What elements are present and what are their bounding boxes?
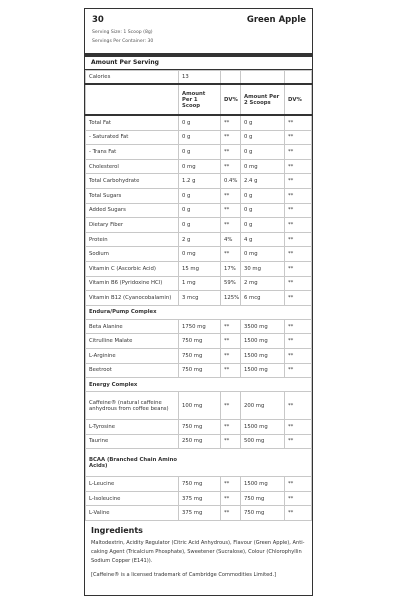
amount-2-scoops: 1500 mg — [241, 334, 285, 349]
nutrient-name: L-Leucine — [86, 477, 179, 492]
dv-1-scoop: ** — [221, 434, 241, 449]
amount-1-scoop: 750 mg — [179, 363, 221, 378]
amount-1-scoop: 0 mg — [179, 159, 221, 174]
amount-1-scoop: 750 mg — [179, 477, 221, 492]
endura-pump-complex-heading — [86, 305, 312, 319]
nutrient-name: Vitamin B12 (Cyanocobalamin) — [86, 291, 179, 306]
amount-1-scoop: 375 mg — [179, 506, 221, 521]
amount-2-scoops: 0 g — [241, 188, 285, 203]
table-row — [86, 115, 312, 130]
amount-2-scoops: 0 g — [241, 218, 285, 233]
dv-2-scoops: ** — [285, 203, 312, 218]
table-row — [86, 203, 312, 218]
nutrient-name: Taurine — [86, 434, 179, 449]
table-row — [86, 145, 312, 160]
table-row — [86, 420, 312, 435]
nutrient-name: Total Fat — [86, 115, 179, 130]
dv-2-scoops: ** — [285, 477, 312, 492]
table-row — [86, 363, 312, 378]
table-row — [86, 506, 312, 521]
ingredients-section — [85, 521, 312, 581]
section-title: Energy Complex — [86, 378, 312, 392]
amount-1-scoop: 0 g — [179, 218, 221, 233]
table-row — [86, 491, 312, 506]
amount-1-scoop: 1 mg — [179, 276, 221, 291]
table-row — [86, 218, 312, 233]
nutrient-name: Citrulline Malate — [86, 334, 179, 349]
amount-2-scoops: 0 mg — [241, 159, 285, 174]
nutrient-name: - Saturated Fat — [86, 130, 179, 145]
nutrient-name: Total Carbohydrate — [86, 174, 179, 189]
amount-1-scoop: 100 mg — [179, 392, 221, 420]
amount-1-scoop: 750 mg — [179, 420, 221, 435]
column-header-row — [86, 84, 312, 115]
amount-1-scoop: 1.2 g — [179, 174, 221, 189]
nutrient-name: Vitamin C (Ascorbic Acid) — [86, 261, 179, 276]
trademark-note: [Caffeine® is a licensed trademark of Cambridge Commodities Limited.] — [91, 572, 277, 579]
servings-per-container: Servings Per Container: 30 — [92, 39, 154, 44]
amount-2-scoops: 0 g — [241, 130, 285, 145]
dv-1-scoop: ** — [221, 319, 241, 334]
dv-1-scoop: 59% — [221, 276, 241, 291]
amount-2-scoops: 30 mg — [241, 261, 285, 276]
dv-2-scoops: ** — [285, 115, 312, 130]
dv-1-scoop: ** — [221, 247, 241, 262]
nutrient-name: L-Valine — [86, 506, 179, 521]
dv-2-scoops: ** — [285, 145, 312, 160]
nutrition-table — [85, 70, 312, 521]
table-row — [86, 130, 312, 145]
table-row — [86, 392, 312, 420]
amount-1-scoop: 15 mg — [179, 261, 221, 276]
dv-1-scoop: ** — [221, 491, 241, 506]
calories-value: 13 — [179, 71, 221, 85]
dv-2-scoops: ** — [285, 291, 312, 306]
amount-1-scoop: 1750 mg — [179, 319, 221, 334]
dv-2-scoops: ** — [285, 491, 312, 506]
bcaa-heading — [86, 449, 312, 477]
nutrient-name — [86, 392, 179, 420]
col-amount-2-scoops: Amount Per 2 Scoops — [241, 84, 285, 115]
amount-2-scoops: 0 mg — [241, 247, 285, 262]
amount-2-scoops: 1500 mg — [241, 477, 285, 492]
amount-1-scoop: 0 g — [179, 115, 221, 130]
nutrient-name: - Trans Fat — [86, 145, 179, 160]
dv-2-scoops: ** — [285, 130, 312, 145]
nutrient-name: Vitamin B6 (Pyridoxine HCl) — [86, 276, 179, 291]
caffeine-line-2: anhydrous from coffee beans) — [89, 405, 169, 412]
servings-count: 30 — [92, 15, 104, 25]
amount-1-scoop: 2 g — [179, 232, 221, 247]
amount-1-scoop: 0 g — [179, 130, 221, 145]
dv-2-scoops: ** — [285, 218, 312, 233]
dv-2-scoops: ** — [285, 506, 312, 521]
amount-1-scoop: 0 g — [179, 188, 221, 203]
dv-2-scoops: ** — [285, 348, 312, 363]
amount-2-scoops: 750 mg — [241, 506, 285, 521]
nutrient-name: L-Tyrosine — [86, 420, 179, 435]
nutrient-name: Added Sugars — [86, 203, 179, 218]
dv-1-scoop: ** — [221, 159, 241, 174]
table-row — [86, 291, 312, 306]
amount-2-scoops: 0 g — [241, 115, 285, 130]
amount-per-serving-heading: Amount Per Serving — [85, 57, 312, 70]
table-row — [86, 334, 312, 349]
amount-2-scoops: 1500 mg — [241, 348, 285, 363]
dv-1-scoop: ** — [221, 115, 241, 130]
dv-2-scoops: ** — [285, 261, 312, 276]
amount-1-scoop: 0 mg — [179, 247, 221, 262]
amount-2-scoops: 750 mg — [241, 491, 285, 506]
nutrient-name: Total Sugars — [86, 188, 179, 203]
section-title — [86, 449, 312, 477]
bcaa-title-line-2: Acids) — [89, 462, 108, 469]
amount-1-scoop: 750 mg — [179, 348, 221, 363]
caffeine-line-1: Caffeine® (natural caffeine — [89, 399, 162, 406]
dv-1-scoop: ** — [221, 145, 241, 160]
dv-1-scoop: ** — [221, 420, 241, 435]
dv-2-scoops: ** — [285, 247, 312, 262]
dv-1-scoop: ** — [221, 506, 241, 521]
dv-1-scoop: ** — [221, 363, 241, 378]
dv-1-scoop: 125% — [221, 291, 241, 306]
amount-2-scoops: 2 mg — [241, 276, 285, 291]
dv-2-scoops: ** — [285, 392, 312, 420]
dv-2-scoops: ** — [285, 334, 312, 349]
dv-1-scoop: ** — [221, 218, 241, 233]
amount-2-scoops: 0 g — [241, 203, 285, 218]
dv-1-scoop: ** — [221, 130, 241, 145]
amount-1-scoop: 3 mcg — [179, 291, 221, 306]
table-row — [86, 174, 312, 189]
amount-1-scoop: 750 mg — [179, 334, 221, 349]
table-row — [86, 159, 312, 174]
nutrient-name: Protein — [86, 232, 179, 247]
amount-1-scoop: 0 g — [179, 145, 221, 160]
col-dv-2: DV% — [285, 84, 312, 115]
table-row — [86, 261, 312, 276]
table-row — [86, 319, 312, 334]
ingredients-text: Maltodextrin, Acidity Regulator (Citric Acid Anhydrous), Flavour (Green Apple), Anti-caking Agent (Tricalcium Phosphate), Sweetener (Sucralose), Colour (Chlorophyllin Sodium Copper (E141)). — [91, 540, 305, 565]
nutrient-name: Sodium — [86, 247, 179, 262]
dv-1-scoop: ** — [221, 348, 241, 363]
dv-2-scoops: ** — [285, 434, 312, 449]
dv-2-scoops: ** — [285, 174, 312, 189]
nutrient-name: Cholesterol — [86, 159, 179, 174]
dv-2-scoops: ** — [285, 232, 312, 247]
table-row — [86, 188, 312, 203]
section-title: Endura/Pump Complex — [86, 305, 312, 319]
amount-2-scoops: 1500 mg — [241, 420, 285, 435]
nutrient-name: L-Arginine — [86, 348, 179, 363]
bcaa-title-line-1: BCAA (Branched Chain Amino — [89, 456, 178, 463]
nutrition-facts-panel — [84, 8, 313, 596]
energy-complex-heading — [86, 378, 312, 392]
nutrient-name: Beetroot — [86, 363, 179, 378]
dv-1-scoop: 4% — [221, 232, 241, 247]
amount-2-scoops: 4 g — [241, 232, 285, 247]
table-row — [86, 247, 312, 262]
dv-1-scoop: ** — [221, 477, 241, 492]
dv-1-scoop: 0.4% — [221, 174, 241, 189]
nutrient-name: Beta Alanine — [86, 319, 179, 334]
dv-2-scoops: ** — [285, 420, 312, 435]
calories-label: Calories — [86, 71, 179, 85]
dv-1-scoop: 17% — [221, 261, 241, 276]
amount-2-scoops: 500 mg — [241, 434, 285, 449]
amount-2-scoops: 1500 mg — [241, 363, 285, 378]
flavor-name: Green Apple — [246, 15, 306, 25]
dv-1-scoop: ** — [221, 392, 241, 420]
label-header — [85, 9, 312, 57]
amount-1-scoop: 250 mg — [179, 434, 221, 449]
nutrient-name: L-Isoleucine — [86, 491, 179, 506]
table-row — [86, 477, 312, 492]
dv-2-scoops: ** — [285, 159, 312, 174]
amount-2-scoops: 3500 mg — [241, 319, 285, 334]
table-row — [86, 434, 312, 449]
amount-2-scoops: 0 g — [241, 145, 285, 160]
serving-size: Serving Size: 1 Scoop (8g) — [92, 30, 153, 35]
calories-row — [86, 71, 312, 85]
amount-1-scoop: 375 mg — [179, 491, 221, 506]
table-row — [86, 276, 312, 291]
dv-2-scoops: ** — [285, 276, 312, 291]
dv-2-scoops: ** — [285, 319, 312, 334]
table-row — [86, 232, 312, 247]
dv-1-scoop: ** — [221, 334, 241, 349]
dv-1-scoop: ** — [221, 203, 241, 218]
amount-2-scoops: 200 mg — [241, 392, 285, 420]
amount-2-scoops: 2.4 g — [241, 174, 285, 189]
col-dv-1: DV% — [221, 84, 241, 115]
amount-2-scoops: 6 mcg — [241, 291, 285, 306]
dv-2-scoops: ** — [285, 188, 312, 203]
dv-1-scoop: ** — [221, 188, 241, 203]
ingredients-title: Ingredients — [91, 526, 143, 536]
table-row — [86, 348, 312, 363]
col-amount-1-scoop: Amount Per 1 Scoop — [179, 84, 221, 115]
nutrient-name: Dietary Fiber — [86, 218, 179, 233]
dv-2-scoops: ** — [285, 363, 312, 378]
amount-1-scoop: 0 g — [179, 203, 221, 218]
